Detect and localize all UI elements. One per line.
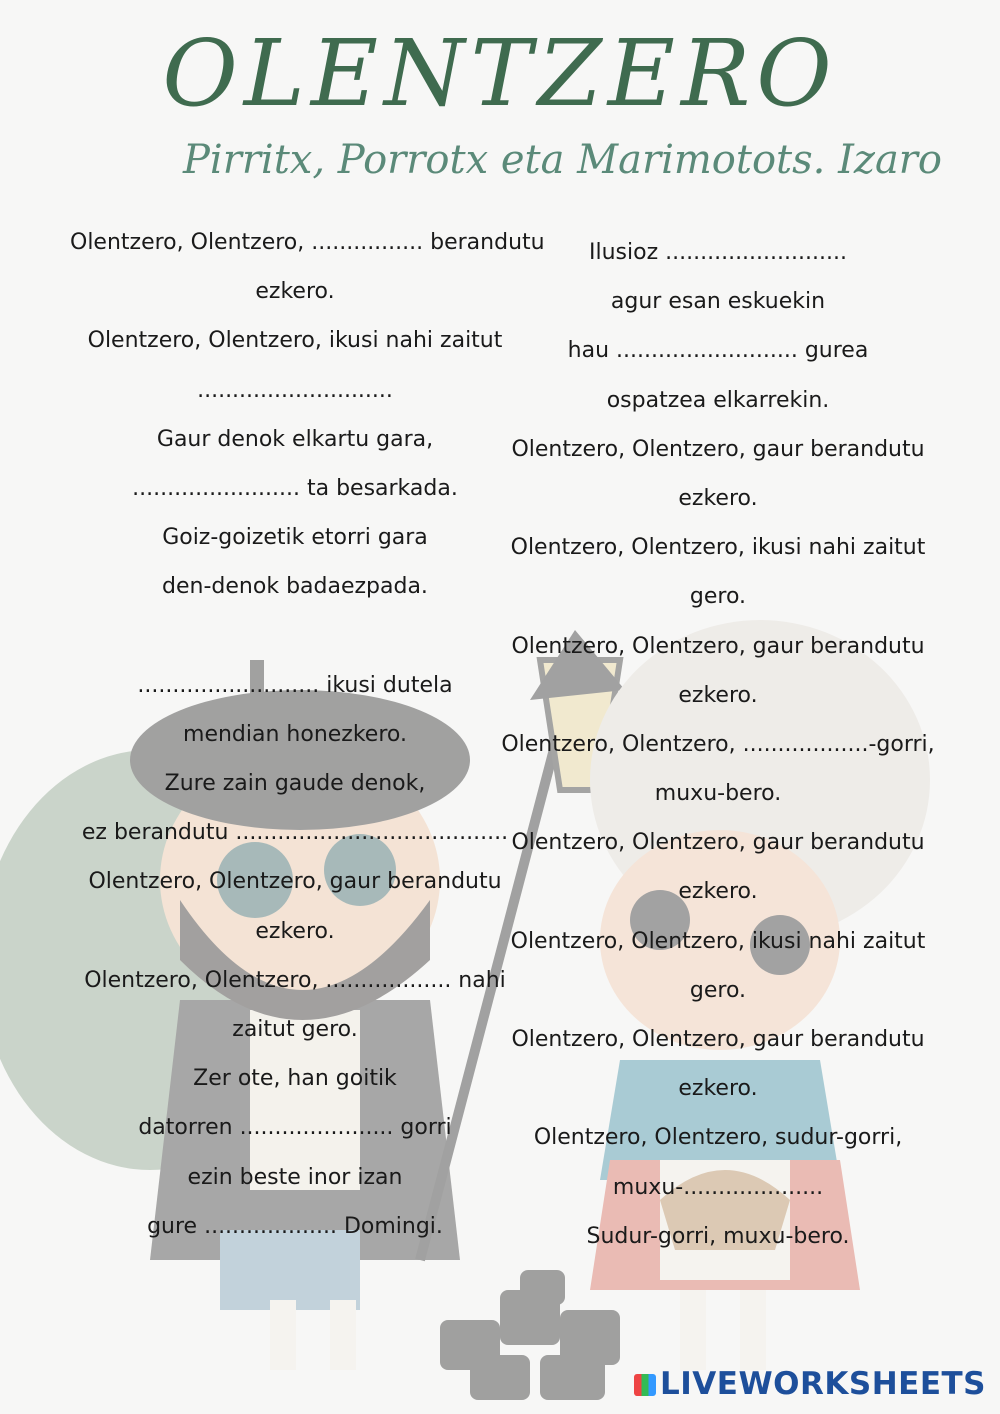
domingi-leg-right [740,1290,766,1370]
lyric-line: Sudur-gorri, muxu-bero. [586,1223,850,1249]
domingi-leg-left [680,1290,706,1370]
lyric-line: Ilusioz .......................... [589,240,847,265]
lyric-line: ezkero. [255,279,335,305]
lyric-line: muxu-.................... [612,1174,824,1200]
lyrics-right-column [500,228,936,1261]
lyrics-left-column [70,218,545,1251]
lyric-line: ezkero. [255,918,335,944]
lyric-line: Zure zain gaude denok, [164,771,426,797]
lyric-line: ezkero. [678,1076,758,1102]
lyric-line: .......................... ikusi dutela [137,672,453,698]
lyric-line: ezkero. [678,879,758,905]
lyric-line: Olentzero, Olentzero, gaur berandutu [511,830,925,856]
olentzero-leg-left [270,1300,296,1370]
lyric-line: datorren ...................... gorri [138,1115,452,1141]
lyric-line: ospatzea elkarrekin. [606,387,830,413]
lyric-line: Olentzero, Olentzero, gaur berandutu [511,1027,925,1052]
lyric-line: agur esan eskuekin [610,289,826,315]
page-subtitle: Pirritx, Porrotx eta Marimotots. Izaro [182,137,942,183]
lyric-line: Zer ote, han goitik [193,1066,397,1092]
lyric-line: Gaur denok elkartu gara, [156,426,434,452]
lyric-line: Olentzero, Olentzero, ikusi nahi zaitut [510,535,926,561]
lyric-line: Olentzero, Olentzero, ..................-gorri, [501,731,935,757]
stanza-gap [70,612,520,661]
olentzero-leg-right [330,1300,356,1370]
lyric-line: ezin beste inor izan [187,1164,403,1190]
lyric-line: ezkero. [678,485,758,511]
lyric-line: gero. [689,584,747,610]
lyric-line: ........................ ta besarkada. [132,475,458,501]
lyric-line: gure ................... Domingi. [147,1213,443,1239]
lyric-line: Goiz-goizetik etorri gara [162,525,428,551]
page-title: OLENTZERO [162,20,838,127]
lyric-line: Olentzero, Olentzero, ................ berandutu [70,230,545,255]
lyric-line: Olentzero, Olentzero, .................. nahi [84,967,506,993]
lyric-line: zaitut gero. [232,1017,358,1042]
liveworksheets-logo-text: LIVEWORKSHEETS [660,1366,986,1402]
lyric-line: den-denok badaezpada. [162,574,428,600]
lyric-line: ez berandutu ....................................... [81,820,509,846]
lyric-line: muxu-bero. [654,781,782,807]
lyric-line: Olentzero, Olentzero, sudur-gorri, [533,1125,903,1151]
lyric-line: Olentzero, Olentzero, gaur berandutu [511,436,925,462]
lyric-line: Olentzero, Olentzero, ikusi nahi zaitut [87,328,503,354]
lyric-line: gero. [689,977,747,1003]
liveworksheets-logo-icon [634,1374,656,1396]
lyric-line: Olentzero, Olentzero, gaur berandutu [88,869,502,895]
lyric-line: hau .......................... gurea [567,338,869,364]
lyric-line: ezkero. [678,682,758,708]
lyric-line: mendian honezkero. [183,721,407,747]
lyric-line: Olentzero, Olentzero, gaur berandutu [511,633,925,659]
liveworksheets-logo[interactable] [634,1366,986,1402]
coal-pile [440,1270,620,1400]
lyric-line: ............................ [197,377,393,403]
lyric-line: Olentzero, Olentzero, ikusi nahi zaitut [510,928,926,954]
